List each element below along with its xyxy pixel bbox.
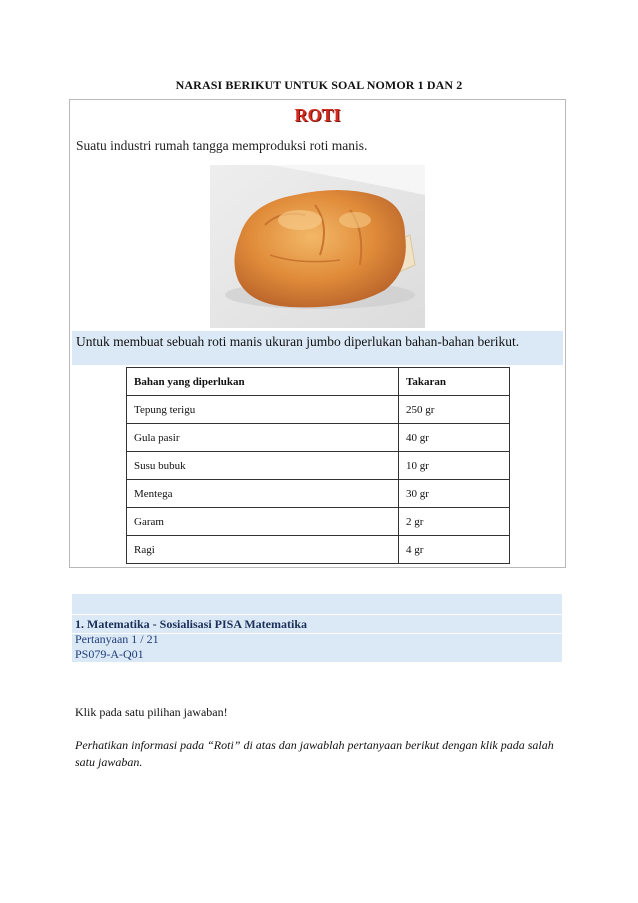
story-title: ROTI xyxy=(294,105,341,125)
ingredient-name: Garam xyxy=(127,508,399,536)
question-title: 1. Matematika - Sosialisasi PISA Matematika xyxy=(75,617,307,631)
table-row xyxy=(127,396,510,424)
ingredient-amount: 10 gr xyxy=(399,452,510,480)
story-paragraph: Untuk membuat sebuah roti manis ukuran jumbo diperlukan bahan-bahan berikut. xyxy=(76,334,520,349)
table-header-row xyxy=(127,368,510,396)
ingredient-amount: 250 gr xyxy=(399,396,510,424)
ingredient-amount: 2 gr xyxy=(399,508,510,536)
question-counter: Pertanyaan 1 / 21 xyxy=(75,632,159,646)
table-row xyxy=(127,480,510,508)
bread-photo xyxy=(210,165,425,328)
table-row xyxy=(127,536,510,564)
ingredients-table xyxy=(126,367,510,564)
question-code: PS079-A-Q01 xyxy=(75,647,144,661)
ingredient-amount: 30 gr xyxy=(399,480,510,508)
column-header: Takaran xyxy=(399,368,510,396)
ingredient-name: Susu bubuk xyxy=(127,452,399,480)
ingredient-amount: 40 gr xyxy=(399,424,510,452)
story-intro: Suatu industri rumah tangga memproduksi roti manis. xyxy=(76,138,368,153)
prompt-text: Perhatikan informasi pada “Roti” di atas dan jawablah pertanyaan berikut dengan klik pada salah satu jawaban. xyxy=(75,738,554,769)
ingredient-name: Tepung terigu xyxy=(127,396,399,424)
ingredient-name: Gula pasir xyxy=(127,424,399,452)
instruction-text: Klik pada satu pilihan jawaban! xyxy=(75,705,228,719)
table-row xyxy=(127,452,510,480)
ingredient-name: Ragi xyxy=(127,536,399,564)
ingredient-amount: 4 gr xyxy=(399,536,510,564)
ingredient-name: Mentega xyxy=(127,480,399,508)
column-header: Bahan yang diperlukan xyxy=(127,368,399,396)
table-row xyxy=(127,424,510,452)
table-row xyxy=(127,508,510,536)
section-heading: NARASI BERIKUT UNTUK SOAL NOMOR 1 DAN 2 xyxy=(175,78,463,92)
question-header xyxy=(72,594,562,662)
header-divider xyxy=(72,614,562,615)
